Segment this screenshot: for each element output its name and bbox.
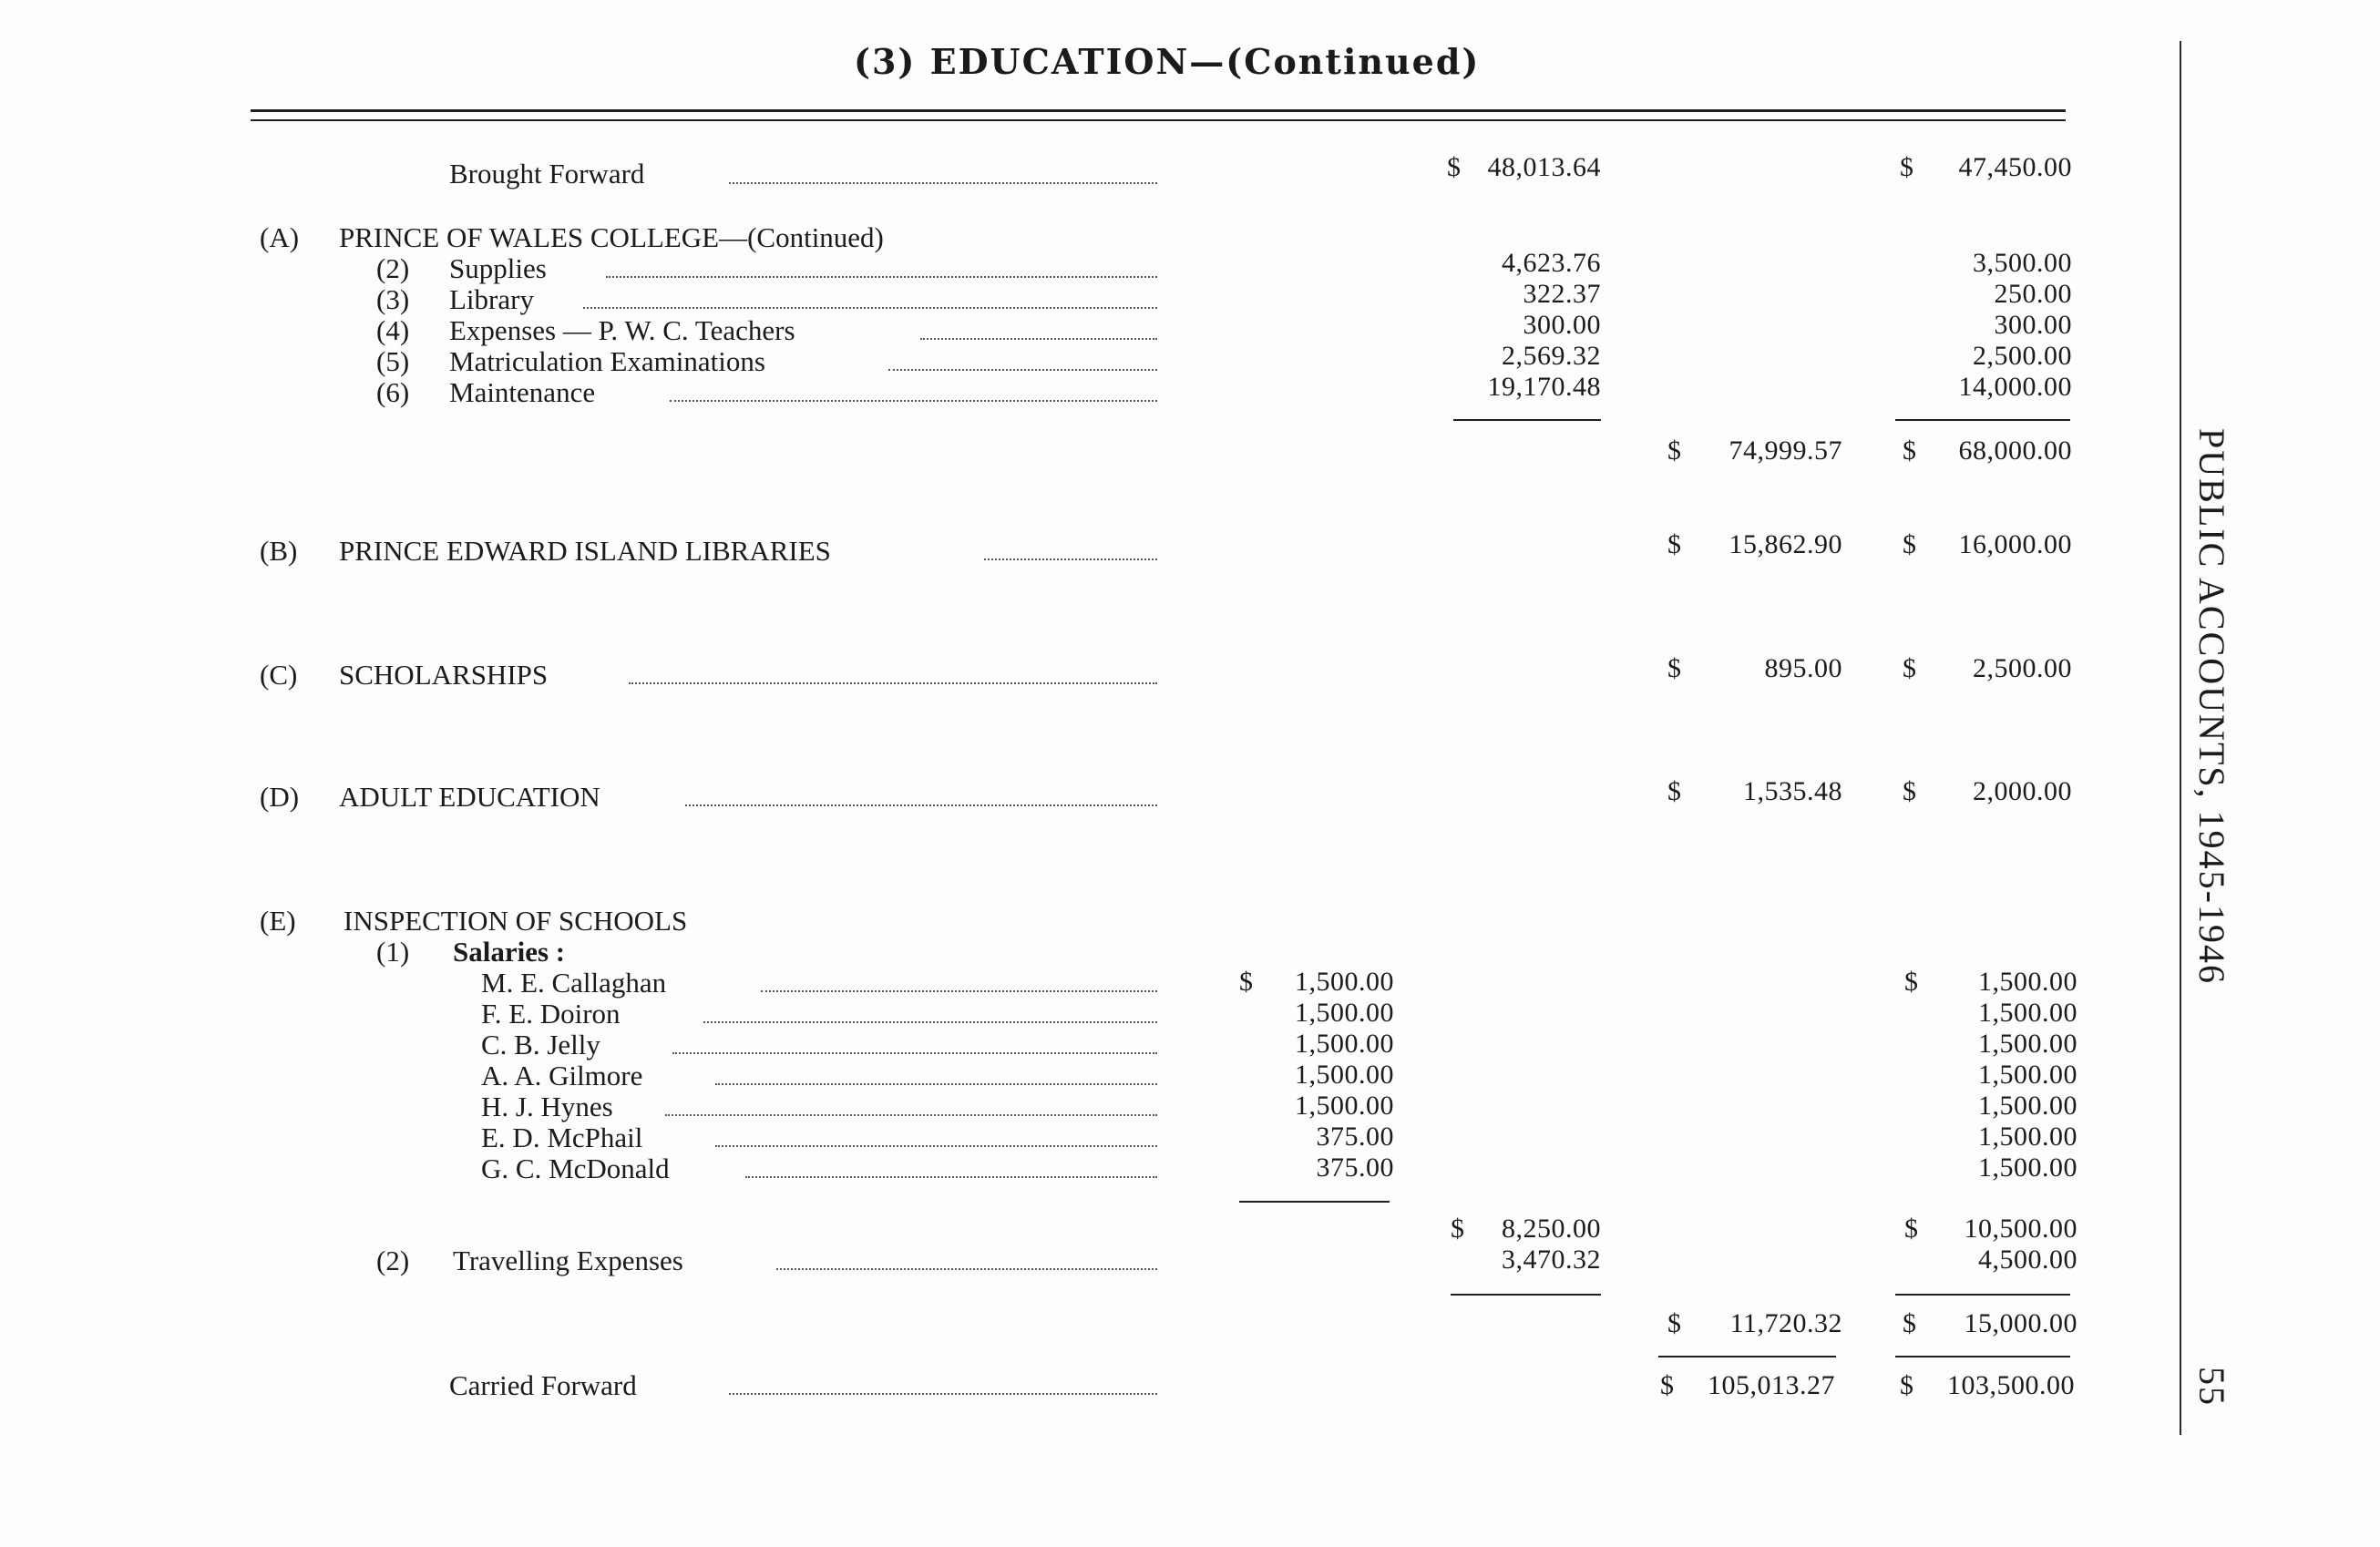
salary-col4: 1,500.00 [1978,1122,2077,1152]
travel-col2: 3,470.32 [1502,1245,1601,1275]
dollar-sign: $ [1660,1370,1674,1400]
item-col2: 300.00 [1523,310,1601,340]
item-col2: 4,623.76 [1502,248,1601,278]
item-col2: 2,569.32 [1502,341,1601,371]
salary-col4: 1,500.00 [1978,1060,2077,1090]
section-b-col4: 16,000.00 [1958,529,2072,559]
salary-name: G. C. McDonald [481,1153,670,1184]
line-number: (2) [376,252,410,284]
line-number: (1) [376,936,410,968]
leader-dots [703,1021,1157,1023]
section-a-letter: (A) [260,221,300,253]
section-a-title: PRINCE OF WALES COLLEGE—(Continued) [339,221,884,253]
section-b-letter: (B) [260,535,298,567]
travel-col4: 4,500.00 [1978,1245,2077,1275]
dollar-sign: $ [1903,529,1916,559]
line-number: (3) [376,283,410,315]
dollar-sign: $ [1903,776,1916,806]
leader-dots [761,990,1157,992]
dollar-sign: $ [1667,653,1681,683]
dollar-sign: $ [1451,1214,1464,1244]
subtotal-rule [1239,1201,1390,1203]
leader-dots [672,1052,1157,1054]
leader-dots [715,1145,1157,1147]
item-col2: 322.37 [1523,279,1601,309]
item-col4: 300.00 [1994,310,2072,340]
section-e-total-col3: 11,720.32 [1729,1308,1842,1338]
total-rule [1658,1356,1836,1357]
section-e-letter: (E) [260,905,296,937]
item-col4: 2,500.00 [1973,341,2072,371]
subtotal-rule [1895,1294,2070,1296]
item-label: Matriculation Examinations [449,345,765,377]
salary-name: H. J. Hynes [481,1091,613,1122]
line-number: (6) [376,376,410,408]
salary-col1: 1,500.00 [1295,967,1394,997]
salary-name: M. E. Callaghan [481,967,667,999]
salary-col4: 1,500.00 [1978,967,2077,997]
salaries-heading: Salaries : [453,936,566,968]
item-label: Library [449,283,534,315]
dollar-sign: $ [1239,967,1253,997]
salary-col4: 1,500.00 [1978,1091,2077,1121]
section-b-col3: 15,862.90 [1729,529,1842,559]
dollar-sign: $ [1900,1370,1913,1400]
brought-forward-col2: 48,013.64 [1487,152,1601,182]
subtotal-rule [1451,1294,1601,1296]
section-d-title: ADULT EDUCATION [339,781,600,813]
dollar-sign: $ [1667,1308,1681,1338]
item-col4: 250.00 [1994,279,2072,309]
subtotal-rule [1453,419,1601,421]
section-c-letter: (C) [260,659,298,691]
line-number: (2) [376,1245,410,1276]
carried-forward-col4: 103,500.00 [1947,1370,2075,1400]
carried-forward-label: Carried Forward [449,1369,637,1401]
dollar-sign: $ [1900,152,1913,182]
leader-dots [665,1114,1157,1116]
subtotal-rule [1895,419,2070,421]
salary-col4: 1,500.00 [1978,1153,2077,1183]
leader-dots [729,182,1157,184]
salary-col1: 375.00 [1316,1122,1394,1152]
salary-col4: 1,500.00 [1978,998,2077,1028]
carried-forward-col3: 105,013.27 [1708,1370,1835,1400]
dollar-sign: $ [1903,1308,1916,1338]
section-c-title: SCHOLARSHIPS [339,659,549,691]
line-number: (4) [376,314,410,346]
header-rule-top [251,109,2066,112]
line-number: (5) [376,345,410,377]
leader-dots [984,558,1157,560]
leader-dots [685,804,1157,806]
section-c-col3: 895.00 [1764,653,1842,683]
header-rule-bottom [251,119,2066,121]
section-d-col4: 2,000.00 [1973,776,2072,806]
salary-col1: 1,500.00 [1295,1060,1394,1090]
item-col4: 14,000.00 [1958,372,2072,402]
leader-dots [745,1176,1157,1178]
section-e-title: INSPECTION OF SCHOOLS [344,905,688,937]
leader-dots [888,369,1157,371]
section-b-title: PRINCE EDWARD ISLAND LIBRARIES [339,535,831,567]
salary-name: C. B. Jelly [481,1029,600,1060]
leader-dots [776,1268,1157,1270]
travel-label: Travelling Expenses [453,1245,683,1276]
section-a-total-col4: 68,000.00 [1958,435,2072,466]
salary-name: F. E. Doiron [481,998,621,1030]
brought-forward-label: Brought Forward [449,158,645,190]
dollar-sign: $ [1667,435,1681,466]
salaries-total-col4: 10,500.00 [1964,1214,2077,1244]
salary-col1: 375.00 [1316,1153,1394,1183]
dollar-sign: $ [1904,1214,1918,1244]
section-c-col4: 2,500.00 [1973,653,2072,683]
salary-name: A. A. Gilmore [481,1060,643,1091]
leader-dots [920,338,1157,340]
section-e-total-col4: 15,000.00 [1964,1308,2077,1338]
page-number: 55 [2191,1367,2232,1407]
salary-col1: 1,500.00 [1295,1029,1394,1059]
leader-dots [729,1393,1157,1395]
section-d-col3: 1,535.48 [1743,776,1842,806]
item-label: Maintenance [449,376,596,408]
salary-col4: 1,500.00 [1978,1029,2077,1059]
leader-dots [629,682,1157,684]
dollar-sign: $ [1904,967,1918,997]
page-title: (3) EDUCATION—(Continued) [854,41,1481,82]
item-label: Supplies [449,252,547,284]
item-col2: 19,170.48 [1487,372,1601,402]
dollar-sign: $ [1903,435,1916,466]
running-title: PUBLIC ACCOUNTS, 1945-1946 [2191,428,2232,985]
item-col4: 3,500.00 [1973,248,2072,278]
section-d-letter: (D) [260,781,300,813]
margin-rule [2180,41,2181,1435]
brought-forward-col4: 47,450.00 [1958,152,2072,182]
salary-col1: 1,500.00 [1295,1091,1394,1121]
salary-col1: 1,500.00 [1295,998,1394,1028]
leader-dots [606,276,1157,278]
leader-dots [583,307,1157,309]
dollar-sign: $ [1903,653,1916,683]
salaries-total-col2: 8,250.00 [1502,1214,1601,1244]
section-a-total-col3: 74,999.57 [1729,435,1842,466]
salary-name: E. D. McPhail [481,1122,643,1153]
leader-dots [715,1083,1157,1085]
dollar-sign: $ [1447,152,1461,182]
item-label: Expenses — P. W. C. Teachers [449,314,795,346]
dollar-sign: $ [1667,529,1681,559]
dollar-sign: $ [1667,776,1681,806]
leader-dots [670,400,1157,402]
total-rule [1895,1356,2070,1357]
